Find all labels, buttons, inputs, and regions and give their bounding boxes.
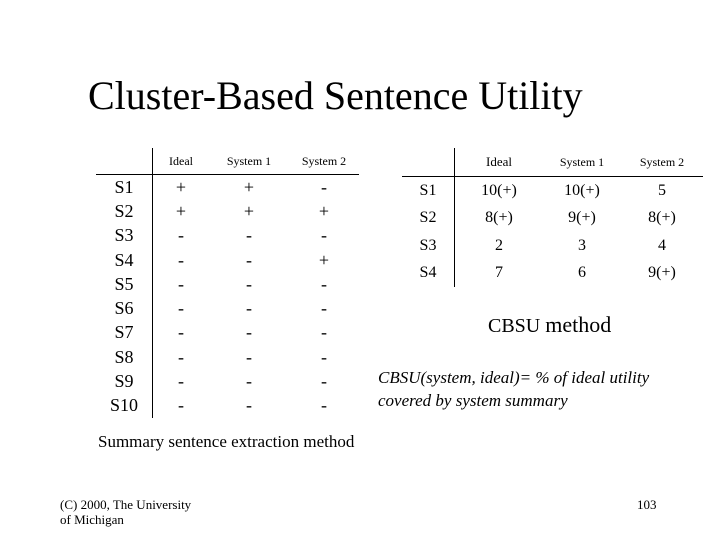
- sentence-id: S2: [96, 199, 153, 223]
- system1-mark: -: [246, 249, 252, 270]
- sentence-id: S1: [96, 175, 153, 200]
- slide-title: Cluster-Based Sentence Utility: [88, 73, 583, 118]
- system1-score: 3: [578, 236, 586, 254]
- header-cell-ideal: Ideal: [153, 148, 210, 175]
- cbsu-method-label: [488, 312, 611, 338]
- table-row: [96, 175, 359, 200]
- copyright-notice: [60, 497, 230, 527]
- system2-score: 4: [658, 236, 666, 254]
- system2-mark: -: [321, 273, 327, 294]
- table-row: [96, 394, 359, 418]
- sentence-id: S9: [96, 369, 153, 393]
- page-number: 103: [637, 497, 657, 512]
- ideal-score: 7: [495, 264, 503, 282]
- system1-mark: -: [246, 273, 252, 294]
- table-row: [96, 224, 359, 248]
- header-cell-blank: [402, 148, 455, 177]
- ideal-mark: -: [178, 322, 184, 343]
- header-cell-system2: System 2: [289, 148, 359, 175]
- table-row: [402, 205, 703, 233]
- system2-mark: -: [321, 395, 327, 416]
- ideal-mark: -: [178, 249, 184, 270]
- header-cell-system1: System 1: [209, 148, 289, 175]
- table-row: [402, 232, 703, 260]
- ideal-mark: +: [175, 176, 187, 197]
- cbsu-formula: [378, 366, 649, 412]
- system1-mark: -: [246, 225, 252, 246]
- sentence-id: S3: [402, 232, 455, 260]
- ideal-mark: -: [178, 371, 184, 392]
- table-header-row: [96, 148, 359, 175]
- header-cell-ideal: Ideal: [455, 148, 544, 177]
- system1-mark: +: [243, 176, 255, 197]
- system2-mark: -: [321, 225, 327, 246]
- system2-mark: +: [318, 249, 330, 270]
- ideal-mark: -: [178, 346, 184, 367]
- system2-score: 8(+): [648, 209, 676, 227]
- sentence-extraction-table: [96, 148, 359, 418]
- copyright-line-2: of Michigan: [60, 512, 124, 527]
- table-row: [402, 260, 703, 288]
- sentence-id: S5: [96, 272, 153, 296]
- table-row: [96, 272, 359, 296]
- system2-mark: +: [318, 200, 330, 221]
- ideal-mark: -: [178, 273, 184, 294]
- system1-score: 9(+): [568, 209, 596, 227]
- sentence-id: S8: [96, 345, 153, 369]
- system2-mark: -: [321, 322, 327, 343]
- system1-mark: +: [243, 200, 255, 221]
- copyright-line-1: (C) 2000, The University: [60, 497, 192, 512]
- system2-score: 5: [658, 181, 666, 199]
- utility-score-table: [402, 148, 703, 287]
- ideal-mark: -: [178, 298, 184, 319]
- ideal-score: 10(+): [481, 181, 517, 199]
- system2-score: 9(+): [648, 264, 676, 282]
- system1-score: 10(+): [564, 181, 600, 199]
- sentence-id: S6: [96, 296, 153, 320]
- table-row: [96, 296, 359, 320]
- sentence-id: S4: [402, 260, 455, 288]
- cbsu-suffix: method: [545, 312, 612, 337]
- system1-mark: -: [246, 298, 252, 319]
- table-row: [96, 199, 359, 223]
- sentence-id: S10: [96, 394, 153, 418]
- table-header-row: [402, 148, 703, 177]
- sentence-id: S1: [402, 177, 455, 205]
- header-cell-system1: System 1: [543, 148, 621, 177]
- sentence-id: S4: [96, 248, 153, 272]
- cbsu-prefix: CBSU: [488, 315, 541, 337]
- system2-mark: -: [321, 176, 327, 197]
- sentence-id: S3: [96, 224, 153, 248]
- system1-mark: -: [246, 346, 252, 367]
- system1-mark: -: [246, 395, 252, 416]
- system2-mark: -: [321, 298, 327, 319]
- formula-line-1: CBSU(system, ideal)= % of ideal utility: [378, 368, 650, 387]
- ideal-score: 2: [495, 236, 503, 254]
- system2-mark: -: [321, 346, 327, 367]
- formula-line-2: covered by system summary: [378, 391, 568, 410]
- ideal-mark: -: [178, 225, 184, 246]
- header-cell-system2: System 2: [621, 148, 703, 177]
- table-row: [96, 248, 359, 272]
- ideal-mark: +: [175, 200, 187, 221]
- ideal-score: 8(+): [485, 209, 513, 227]
- ideal-mark: -: [178, 395, 184, 416]
- sentence-id: S7: [96, 321, 153, 345]
- table-row: [96, 369, 359, 393]
- table-row: [402, 177, 703, 205]
- system2-mark: -: [321, 371, 327, 392]
- header-cell-blank: [96, 148, 153, 175]
- table-row: [96, 321, 359, 345]
- table-caption: Summary sentence extraction method: [98, 432, 355, 451]
- system1-score: 6: [578, 264, 586, 282]
- system1-mark: -: [246, 371, 252, 392]
- sentence-id: S2: [402, 205, 455, 233]
- table-row: [96, 345, 359, 369]
- system1-mark: -: [246, 322, 252, 343]
